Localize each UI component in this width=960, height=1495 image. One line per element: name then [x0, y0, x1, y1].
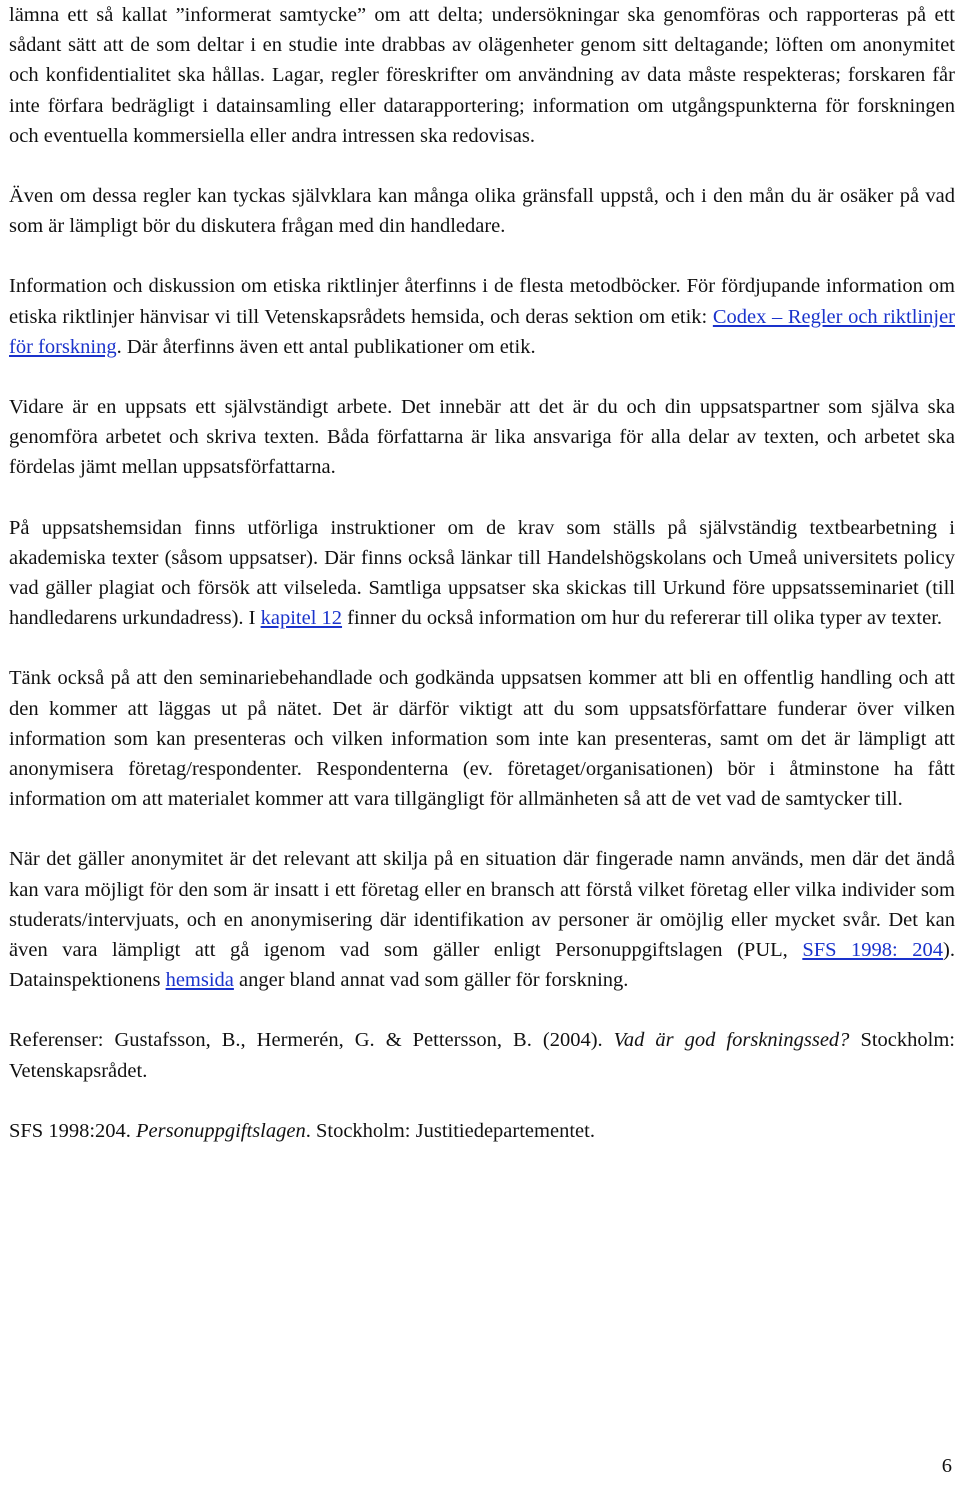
paragraph-text: . Där återfinns även ett antal publikationer om etik.	[116, 335, 536, 358]
paragraph-text: ). Datainspektionens	[9, 939, 955, 992]
paragraph-ethics-guidelines	[9, 271, 955, 362]
reference-gustafsson	[9, 1025, 955, 1085]
codex-link[interactable]: Codex – Regler och riktlinjer för forskning	[9, 305, 955, 358]
reference-title: Vad är god forskningssed?	[613, 1029, 850, 1052]
sfs-1998-204-link[interactable]: SFS 1998: 204	[802, 939, 944, 962]
paragraph-text: Även om dessa regler kan tyckas självklara kan många olika gränsfall uppstå, och i den mån du är osäker på vad som är lämpligt bör du diskutera frågan med din handledare.	[9, 185, 955, 238]
reference-authors: Referenser: Gustafsson, B., Hermerén, G. & Pettersson, B. (2004).	[9, 1029, 614, 1052]
page-number: 6	[941, 1455, 952, 1477]
paragraph-text: Vidare är en uppsats ett självständigt arbete. Det innebär att det är du och din uppsatspartner som själva ska genomföra arbetet och skriva texten. Båda författarna är lika ansvariga för alla delar av texten, och arbetet ska fördelas jämt mellan uppsatsförfattarna.	[9, 396, 955, 479]
paragraph-anonymity	[9, 844, 955, 995]
reference-code: SFS 1998:204.	[9, 1119, 137, 1142]
reference-sfs	[9, 1116, 955, 1146]
paragraph-independent-work	[9, 392, 955, 483]
chapter-12-link[interactable]: kapitel 12	[260, 607, 343, 630]
paragraph-text: anger bland annat vad som gäller för forskning.	[233, 969, 629, 992]
paragraph-public-document	[9, 663, 955, 814]
paragraph-text: lämna ett så kallat ”informerat samtycke” om att delta; undersökningar ska genomföras och rapporteras på ett sådant sätt att de som deltar i en studie inte drabbas av olägenheter genom sitt deltagande; löften om anonymitet och konfidentialitet ska hållas. Lagar, regler föreskrifter om användning av data måste respekteras; forskaren får inte förfara bedrägligt i datainsamling eller datarapportering; information om utgångspunkterna för forskningen och eventuella kommersiella eller andra intressen ska redovisas.	[9, 4, 955, 147]
paragraph-research-ethics-rules	[9, 0, 955, 151]
paragraph-plagiarism-instructions	[9, 513, 955, 634]
document-page	[9, 0, 955, 1176]
paragraph-text: När det gäller anonymitet är det relevant att skilja på en situation där fingerade namn används, men där det ändå kan vara möjligt för den som är insatt i ett företag eller en bransch att förstå vilket företag eller vilka individer som studerats/intervjuats, och en anonymisering där identifikation av personer är omöjlig eller mycket svår. Det kan även vara lämpligt att gå igenom vad som gäller enligt Personuppgiftslagen (PUL,	[9, 848, 955, 962]
paragraph-text: Tänk också på att den seminariebehandlade och godkända uppsatsen kommer att bli en offentlig handling och att den kommer att läggas ut på nätet. Det är därför viktigt att du som uppsatsförfattare funderar över vilken information som kan presenteras och vilken information som inte kan presenteras, samt om det är lämpligt att anonymisera företag/respondenter. Respondenterna (ev. företaget/organisationen) bör i åtminstone ha fått information om att materialet kommer att vara tillgängligt för allmänheten så att de vet vad de samtycker till.	[9, 667, 955, 811]
paragraph-text: På uppsatshemsidan finns utförliga instruktioner om de krav som ställs på självständig textbearbetning i akademiska texter (såsom uppsatser). Där finns också länkar till Handelshögskolans och Umeå universitets policy vad gäller plagiat och försök att vilseleda. Samtliga uppsatser ska skickas till Urkund före uppsatsseminariet (till handledarens urkundadress). I	[9, 516, 955, 630]
paragraph-borderline-cases	[9, 181, 955, 241]
reference-title: Personuppgiftslagen	[136, 1119, 306, 1142]
paragraph-text: Information och diskussion om etiska riktlinjer återfinns i de flesta metodböcker. För fördjupande information om etiska riktlinjer hänvisar vi till Vetenskapsrådets hemsida, och deras sektion om etik:	[9, 275, 955, 328]
reference-publisher: . Stockholm: Justitiedepartementet.	[305, 1119, 595, 1142]
reference-publisher: Stockholm: Vetenskapsrådet.	[9, 1029, 955, 1082]
paragraph-text: finner du också information om hur du refererar till olika typer av texter.	[342, 607, 943, 630]
datainspektionen-hemsida-link[interactable]: hemsida	[165, 969, 234, 992]
